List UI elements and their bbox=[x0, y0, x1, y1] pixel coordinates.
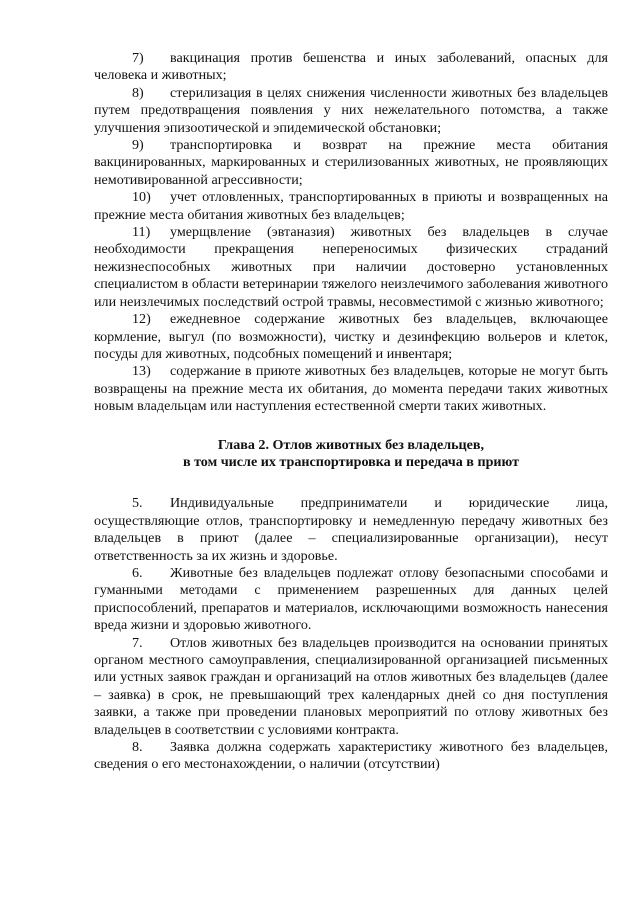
list-item bbox=[94, 85, 608, 137]
section-paragraph bbox=[94, 739, 608, 774]
list-item bbox=[94, 363, 608, 415]
section-paragraph bbox=[94, 495, 608, 565]
list-item bbox=[94, 189, 608, 224]
chapter-heading-line-2: в том числе их транспортировка и передача в приют bbox=[182, 453, 520, 470]
list-item-number: 12) bbox=[132, 311, 151, 328]
list-item-number: 11) bbox=[132, 224, 151, 241]
list-item-number: 8) bbox=[132, 84, 144, 101]
list-item-text: умерщвление (эвтаназия) животных без владельцев в случае необходимости прекращения непереносимых физических страданий нежизнеспособных животных при наличии достоверно установленных специалистом в области ветеринарии тяжелого неизлечимого заболевания животного или неизлечимых последствий острой травмы, несовместимой с жизнью животного; bbox=[94, 224, 608, 310]
list-item-text: вакцинация против бешенства и иных заболеваний, опасных для человека и животных; bbox=[94, 50, 608, 84]
section-text: Заявка должна содержать характеристику животного без владельцев, сведения о его местонахождении, о наличии (отсутствии) bbox=[94, 739, 608, 773]
list-item bbox=[94, 137, 608, 189]
list-item bbox=[94, 50, 608, 85]
section-paragraph bbox=[94, 635, 608, 739]
chapter-heading-line-1: Глава 2. Отлов животных без владельцев, bbox=[217, 436, 485, 453]
section-number: 5. bbox=[132, 495, 143, 512]
list-item bbox=[94, 311, 608, 363]
list-item-text: ежедневное содержание животных без владельцев, включающее кормление, выгул (по возможности), чистку и дезинфекцию вольеров и клеток, посуды для животных, подсобных помещений и инвентаря; bbox=[94, 311, 608, 362]
section-paragraph bbox=[94, 565, 608, 635]
section-text: Индивидуальные предприниматели и юридические лица, осуществляющие отлов, транспортировку и немедленную передачу животных без владельцев в приют (далее – специализированные организации), несут ответственность за их жизнь и здоровье. bbox=[94, 495, 608, 564]
section-text: Животные без владельцев подлежат отлову безопасными способами и гуманными методами с применением разрешенных для данных целей приспособлений, препаратов и материалов, исключающими возможность нанесения вреда жизни и здоровью животного. bbox=[94, 564, 608, 634]
list-item-text: стерилизация в целях снижения численности животных без владельцев путем предотвращения появления у них нежелательного потомства, а также улучшения эпизоотической и эпидемической обстановки; bbox=[94, 84, 608, 136]
list-item-number: 13) bbox=[132, 363, 151, 380]
list-item-text: учет отловленных, транспортированных в приюты и возвращенных на прежние места обитания животных без владельцев; bbox=[94, 189, 608, 223]
section-number: 6. bbox=[132, 564, 143, 581]
list-item-number: 10) bbox=[132, 189, 151, 206]
section-number: 7. bbox=[132, 634, 143, 651]
spacer bbox=[94, 471, 608, 495]
list-item bbox=[94, 224, 608, 311]
list-item-text: транспортировка и возврат на прежние места обитания вакцинированных, маркированных и стерилизованных животных, не проявляющих немотивированной агрессивности; bbox=[94, 137, 608, 188]
list-item-number: 7) bbox=[132, 50, 144, 66]
list-item-text: содержание в приюте животных без владельцев, которые не могут быть возвращены на прежние места их обитания, до момента передачи таких животных новым владельцам или наступления естественной смерти таких животных. bbox=[94, 363, 608, 415]
sections-block bbox=[94, 495, 608, 774]
section-number: 8. bbox=[132, 739, 143, 756]
section-text: Отлов животных без владельцев производится на основании принятых органом местного самоуправления, специализированной организацией письменных или устных заявок граждан и организаций на отлов животных без владельцев (далее – заявка) в срок, не превышающий трех календарных дней со дня поступления заявки, а также при проведении плановых мероприятий по отлову животных без владельцев в соответствии с условиями контракта. bbox=[94, 634, 608, 738]
chapter-heading bbox=[94, 437, 608, 472]
list-item-number: 9) bbox=[132, 137, 144, 154]
list-block bbox=[94, 50, 608, 416]
